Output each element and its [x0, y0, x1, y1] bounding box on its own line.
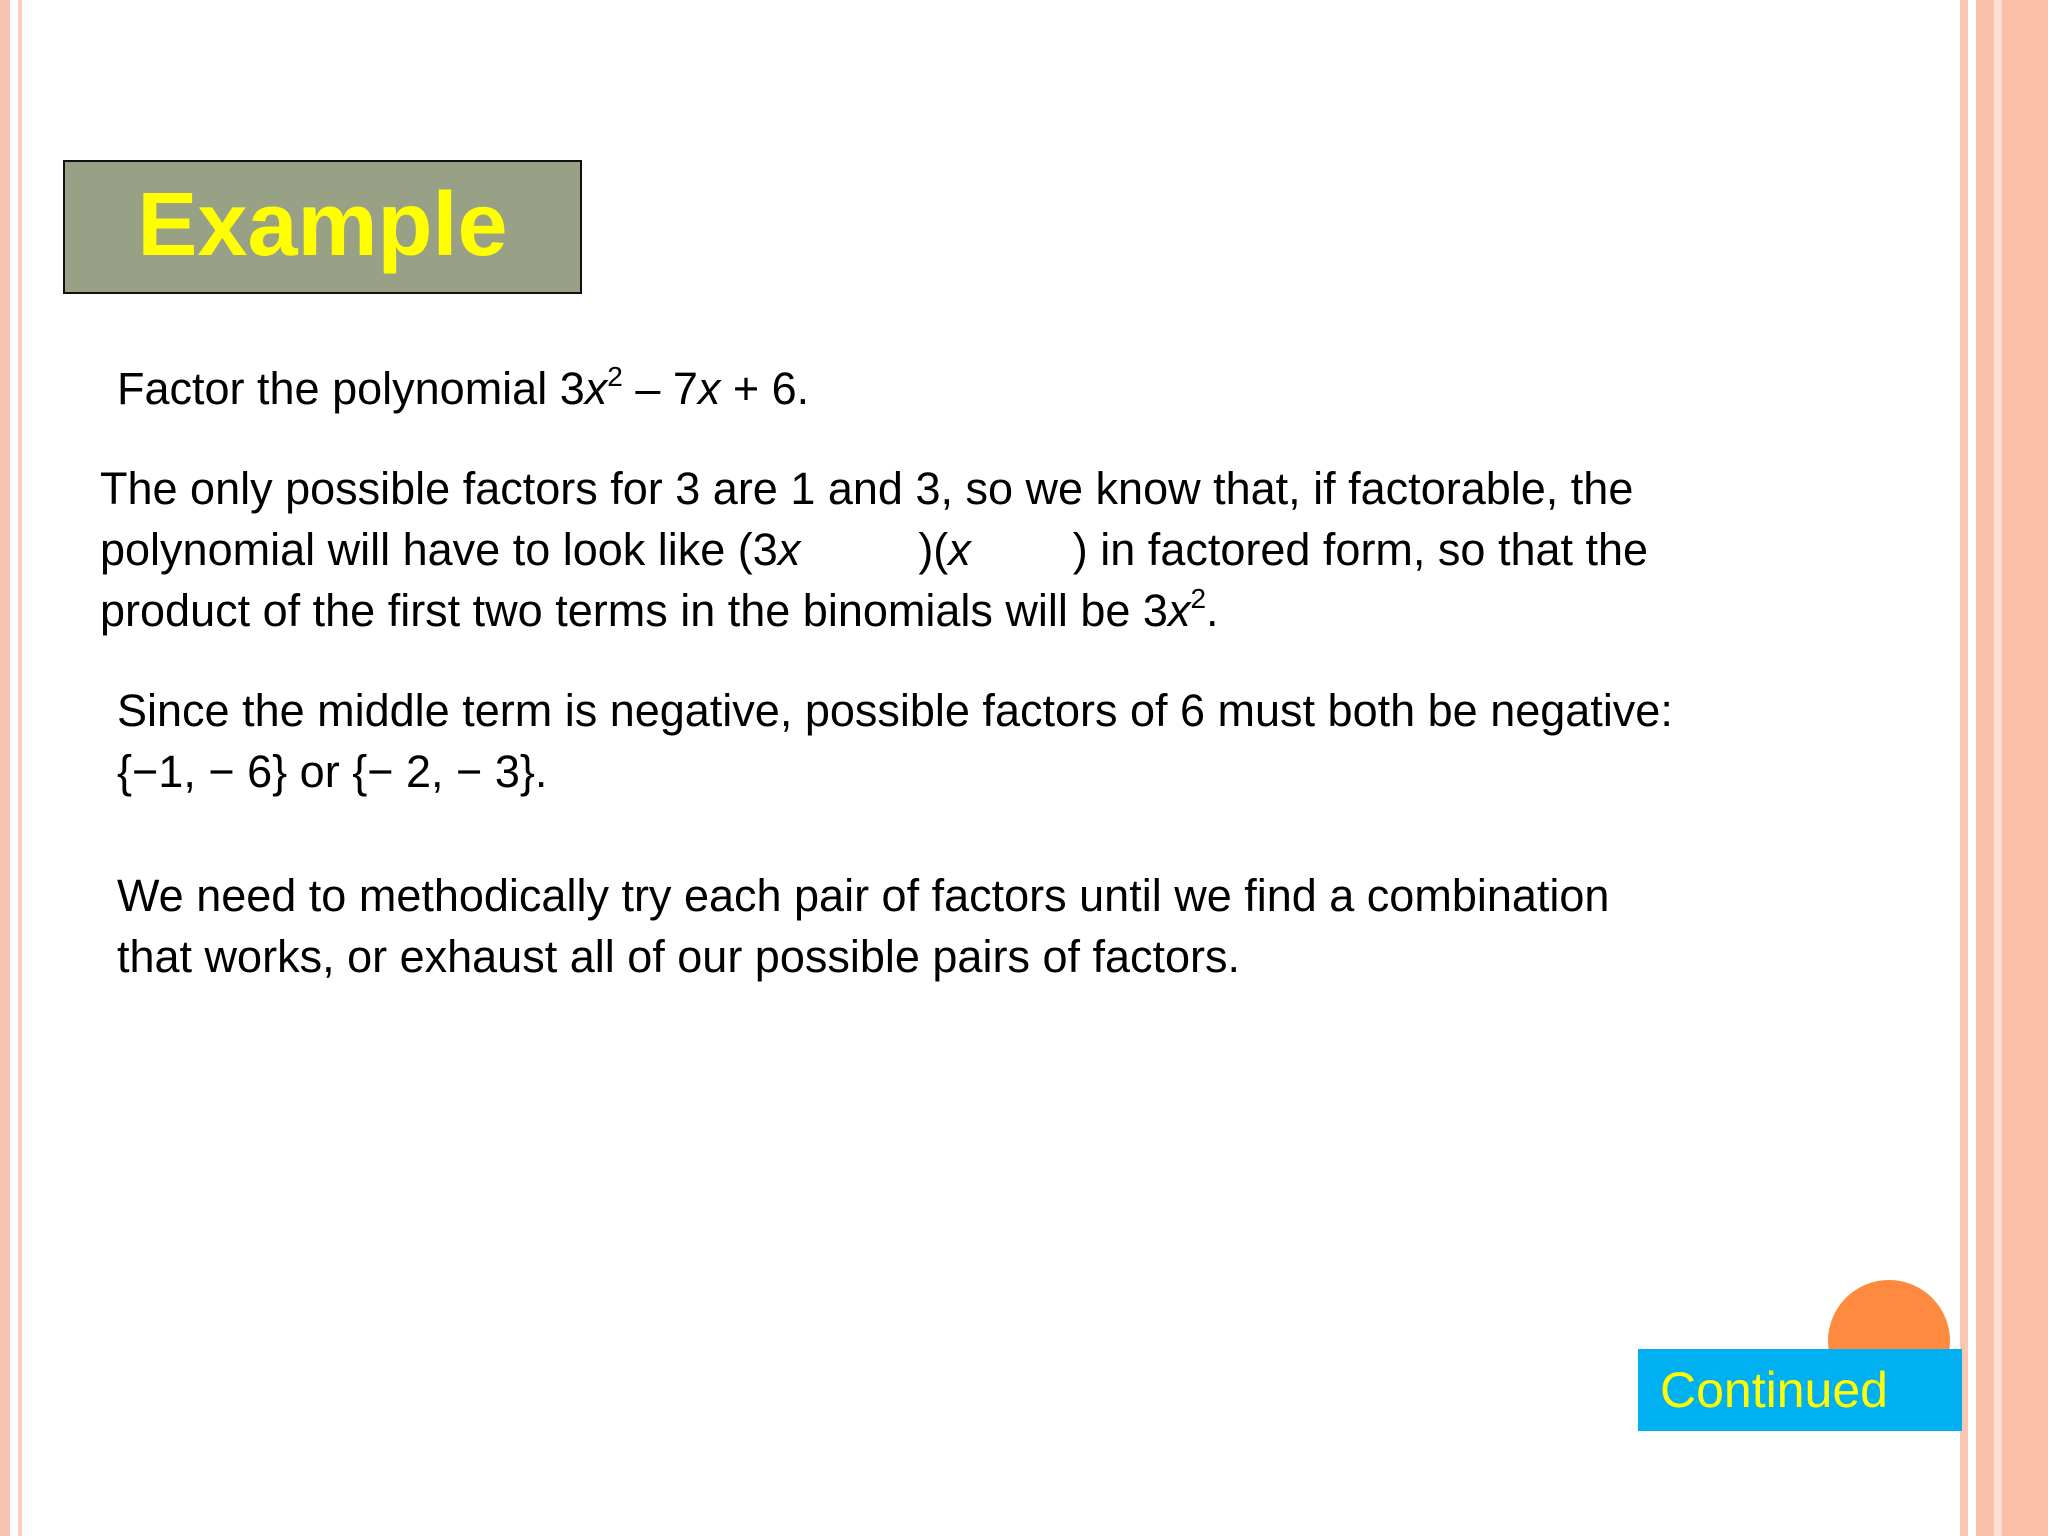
continued-button[interactable] [1638, 1349, 1962, 1431]
problem-statement: Factor the polynomial $3x^2 - 7x + 6$. [117, 361, 810, 414]
method-explanation: We need to methodically try each pair of factors until we find a combination that works, or exhaust all of our possible pairs of factors. [117, 870, 1610, 982]
right-border-stripe [1994, 0, 2002, 1536]
right-border-stripe [1976, 0, 1994, 1536]
continued-label: Continued [1660, 1362, 1888, 1418]
factors-of-3-explanation: The only possible factors for 3 are 1 and 3, so we know that, if factorable, the polynomial will have to look like (3x )(x ) in factored form, so that the product of the first two terms in the binomials will be $3x^2$. [100, 463, 1649, 636]
left-border-stripe-thin [18, 0, 22, 1536]
factors-of-6-explanation: Since the middle term is negative, possible factors of 6 must both be negative: {−1, − 6} or {− 2, − 3}. [117, 685, 1673, 797]
right-border-stripe [1960, 0, 1968, 1536]
slide-title: Example [137, 175, 508, 275]
title-box [63, 160, 582, 294]
left-border-stripe [0, 0, 10, 1536]
right-border-stripe [2002, 0, 2048, 1536]
